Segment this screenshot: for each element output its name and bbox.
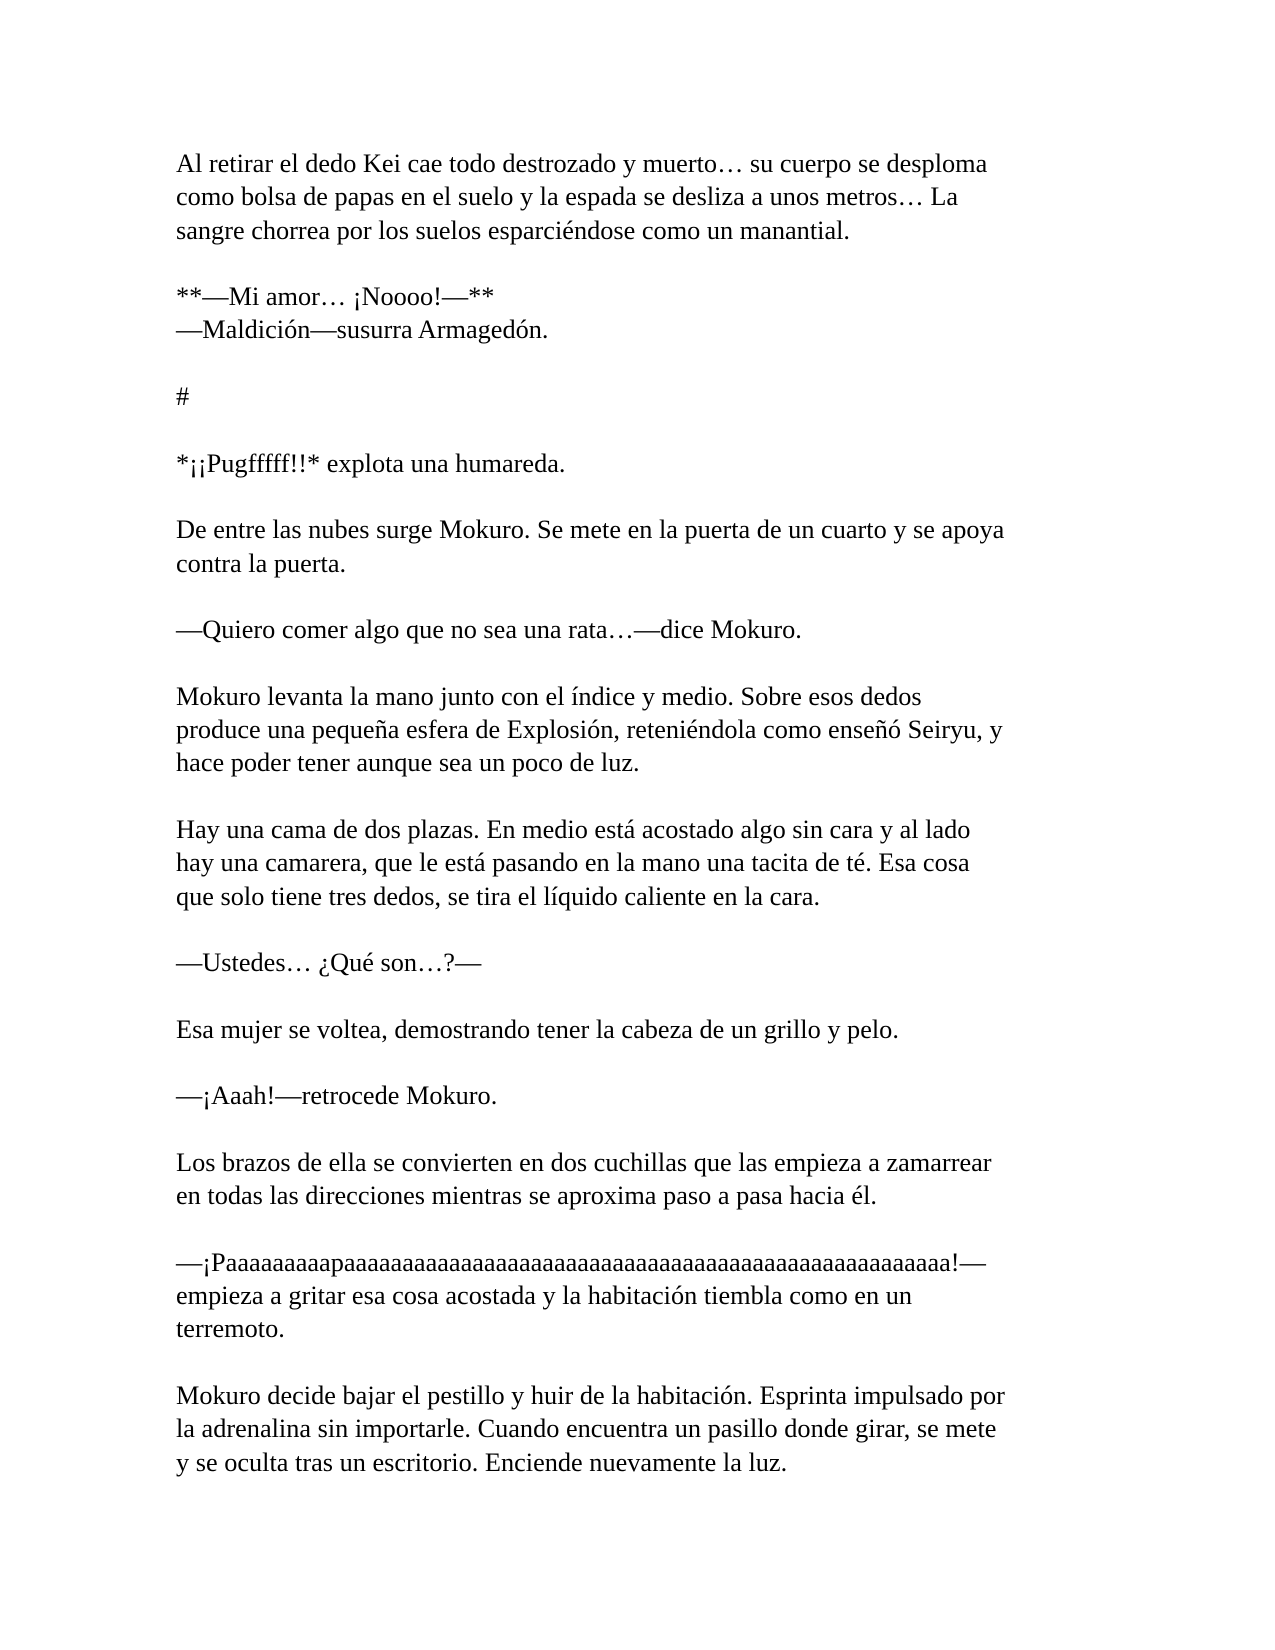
text-line: Mokuro decide bajar el pestillo y huir de la habitación. Esprinta impulsado por (176, 1380, 1005, 1410)
text-line: Mokuro levanta la mano junto con el índice y medio. Sobre esos dedos (176, 681, 922, 711)
paragraph-1 (176, 147, 1106, 247)
text-line: *¡¡Pugfffff!!* explota una humareda. (176, 448, 566, 478)
paragraph-13 (176, 1246, 1106, 1346)
text-line: sangre chorrea por los suelos esparciéndose como un manantial. (176, 215, 850, 245)
text-line: De entre las nubes surge Mokuro. Se mete en la puerta de un cuarto y se apoya (176, 515, 1005, 545)
text-line: —¡Aaah!—retrocede Mokuro. (176, 1081, 498, 1111)
text-line: Al retirar el dedo Kei cae todo destrozado y muerto… su cuerpo se desploma (176, 149, 988, 178)
text-line: —Maldición—susurra Armagedón. (176, 315, 549, 345)
scene-break (176, 380, 1106, 413)
text-line: en todas las direcciones mientras se aproxima paso a pasa hacia él. (176, 1181, 877, 1211)
text-line: y se oculta tras un escritorio. Enciende nuevamente la luz. (176, 1447, 788, 1477)
text-line: como bolsa de papas en el suelo y la espada se desliza a unos metros… La (176, 182, 959, 212)
text-line: terremoto. (176, 1314, 285, 1344)
paragraph-8 (176, 813, 1106, 913)
text-line: **—Mi amor… ¡Noooo!—** (176, 282, 495, 312)
paragraph-7 (176, 680, 1106, 780)
paragraph-10 (176, 1013, 1106, 1046)
text-line: que solo tiene tres dedos, se tira el líquido caliente en la cara. (176, 881, 821, 911)
paragraph-2 (176, 280, 1106, 347)
text-line: hace poder tener aunque sea un poco de luz. (176, 748, 640, 778)
text-line: produce una pequeña esfera de Explosión, reteniéndola como enseñó Seiryu, y (176, 715, 1003, 745)
document-body (176, 147, 1106, 1512)
paragraph-9 (176, 946, 1106, 979)
text-line: hay una camarera, que le está pasando en la mano una tacita de té. Esa cosa (176, 848, 970, 878)
paragraph-11 (176, 1079, 1106, 1112)
paragraph-14 (176, 1379, 1106, 1479)
paragraph-5 (176, 513, 1106, 580)
text-line: —Quiero comer algo que no sea una rata…—dice Mokuro. (176, 615, 802, 645)
text-line: empieza a gritar esa cosa acostada y la habitación tiembla como en un (176, 1281, 912, 1311)
text-line: contra la puerta. (176, 548, 347, 578)
paragraph-6 (176, 613, 1106, 646)
text-line: —¡Paaaaaaaaapaaaaaaaaaaaaaaaaaaaaaaaaaaaaaaaaaaaaaaaaaaaaaaaaaaaa!— (176, 1247, 986, 1277)
paragraph-12 (176, 1146, 1106, 1213)
text-line: la adrenalina sin importarle. Cuando encuentra un pasillo donde girar, se mete (176, 1414, 997, 1444)
text-line: # (176, 382, 190, 412)
text-line: Los brazos de ella se convierten en dos cuchillas que las empieza a zamarrear (176, 1147, 992, 1177)
text-line: Hay una cama de dos plazas. En medio está acostado algo sin cara y al lado (176, 814, 971, 844)
text-line: —Ustedes… ¿Qué son…?— (176, 948, 482, 978)
paragraph-4 (176, 447, 1106, 480)
text-line: Esa mujer se voltea, demostrando tener la cabeza de un grillo y pelo. (176, 1014, 899, 1044)
